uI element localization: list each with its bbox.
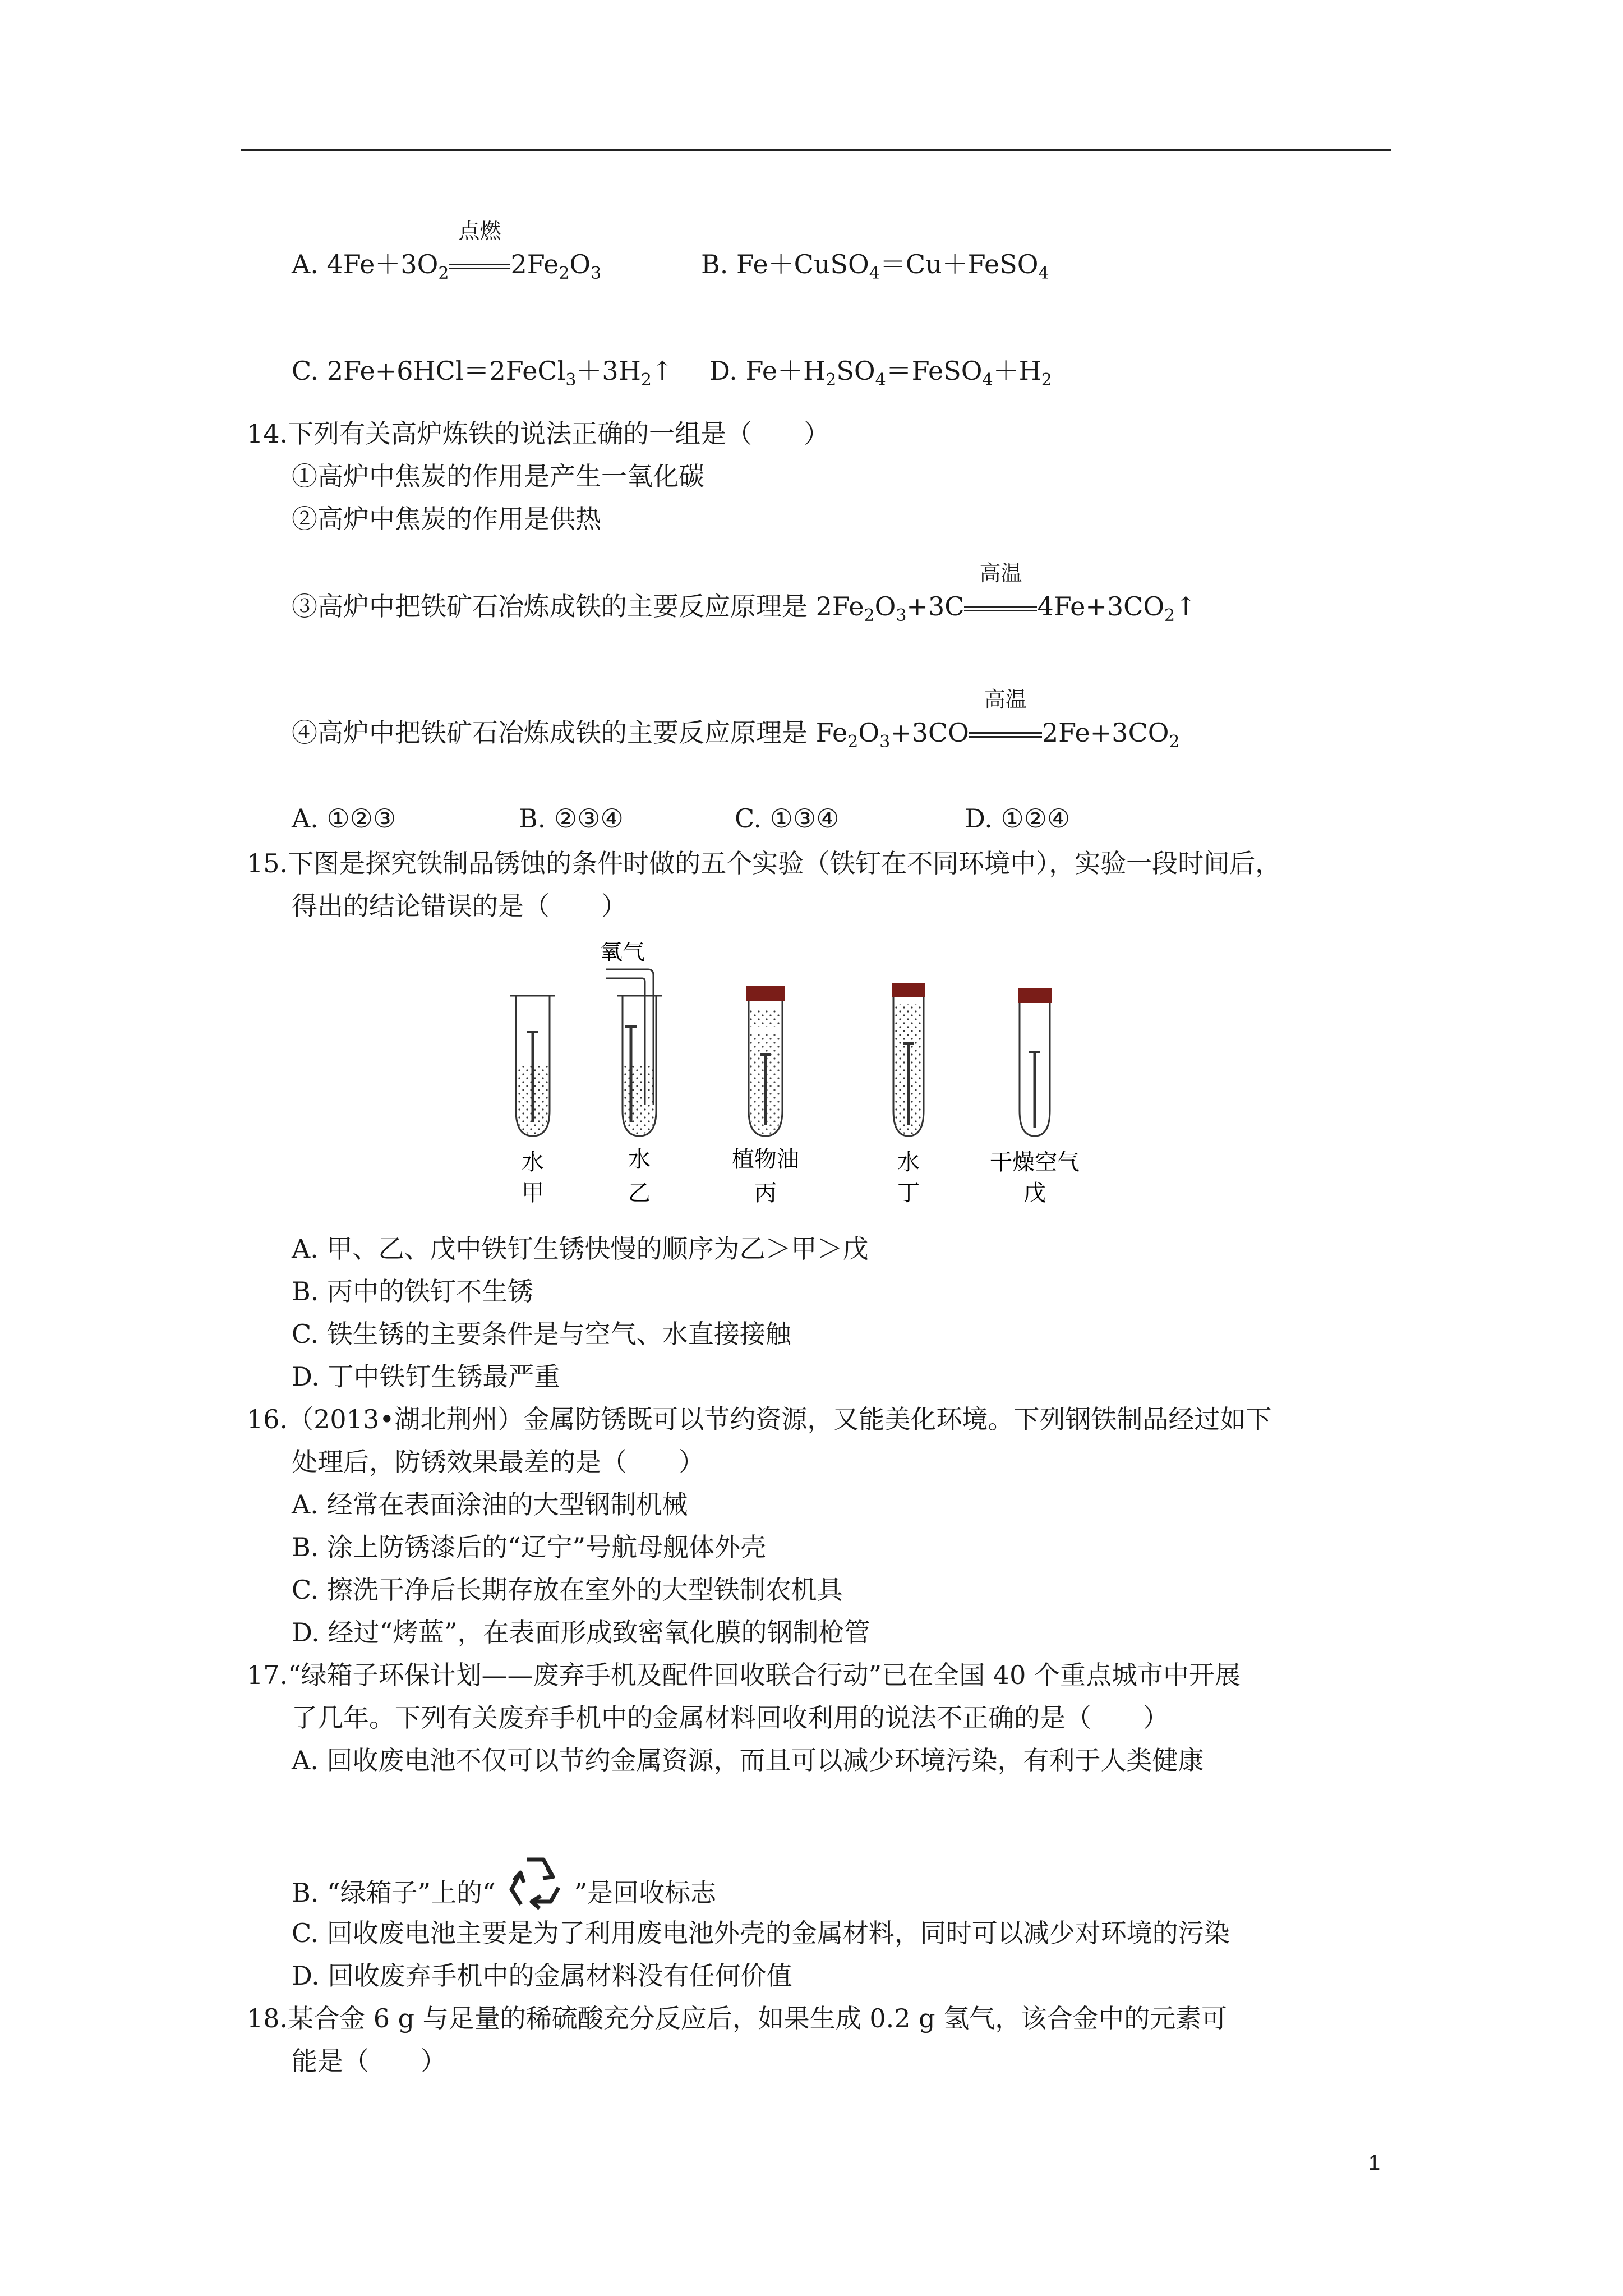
q14-option-a: A. ①②③ xyxy=(292,803,396,834)
test-tube-jia xyxy=(510,996,555,1136)
recycle-icon xyxy=(496,1846,574,1924)
tube-jia-name: 甲 xyxy=(522,1180,544,1206)
q15-stem-line-1: 15.下图是探究铁制品锈蚀的条件时做的五个实验（铁钉在不同环境中），实验一段时间后， xyxy=(247,848,1281,878)
q17-option-b: B. “绿箱子”上的“ ”是回收标志 xyxy=(292,1846,716,1924)
tube-ding-medium: 水 xyxy=(897,1149,920,1175)
tube-yi-medium: 水 xyxy=(628,1147,651,1172)
tube-yi-name: 乙 xyxy=(628,1180,651,1206)
tube-wu-medium: 干燥空气 xyxy=(990,1149,1080,1175)
q17-option-c: C. 回收废电池主要是为了利用废电池外壳的金属材料，同时可以减少对环境的污染 xyxy=(292,1918,1230,1948)
q14-statement-2: ②高炉中焦炭的作用是供热 xyxy=(292,504,601,534)
test-tube-bing xyxy=(746,986,785,1136)
q14-option-d: D. ①②④ xyxy=(965,803,1071,834)
q16-option-b: B. 涂上防锈漆后的“辽宁”号航母舰体外壳 xyxy=(292,1532,767,1562)
q14-option-b: B. ②③④ xyxy=(519,803,624,834)
q14-stem: 14.下列有关高炉炼铁的说法正确的一组是（ ） xyxy=(247,418,830,449)
tube-bing-name: 丙 xyxy=(754,1180,777,1206)
tube-bing-medium: 植物油 xyxy=(732,1147,799,1172)
q15-option-d: D. 丁中铁钉生锈最严重 xyxy=(292,1361,560,1392)
page-number: 1 xyxy=(1368,2151,1381,2175)
q17-stem-line-1: 17.“绿箱子环保计划——废弃手机及配件回收联合行动”已在全国 40 个重点城市中开展 xyxy=(247,1660,1241,1690)
header-rule xyxy=(241,149,1391,151)
q13-option-d: D. $Fe+H_2SO_4=FeSO_4+H_2$ xyxy=(709,356,1052,390)
q15-stem-line-2: 得出的结论错误的是（ ） xyxy=(292,891,627,921)
q14-option-c: C. ①③④ xyxy=(735,803,840,834)
test-tube-yi xyxy=(606,969,662,1136)
test-tube-wu xyxy=(1018,988,1052,1136)
q16-option-c: C. 擦洗干净后长期存放在室外的大型铁制农机具 xyxy=(292,1575,843,1605)
tube-jia-medium: 水 xyxy=(522,1149,544,1175)
q13-option-c: C. $2Fe+6HCl=2FeCl_3+3H_2↑$ xyxy=(292,356,674,390)
q14-statement-3: ③高炉中把铁矿石冶炼成铁的主要反应原理是 $2Fe_2O_3+3C$ 高温 $4Fe+3CO_2↑$ xyxy=(292,561,1197,626)
q13-option-b: B. Fe＋CuSO$_4$＝Cu＋FeSO$_4$ xyxy=(701,249,1049,284)
tube-wu-name: 戊 xyxy=(1023,1180,1046,1206)
q16-option-a: A. 经常在表面涂油的大型钢制机械 xyxy=(292,1489,688,1520)
q15-option-a: A. 甲、乙、戊中铁钉生锈快慢的顺序为乙＞甲＞戊 xyxy=(292,1234,869,1264)
q16-stem-line-2: 处理后，防锈效果最差的是（ ） xyxy=(292,1447,704,1477)
q16-stem-line-1: 16.（2013•湖北荆州）金属防锈既可以节约资源，又能美化环境。下列钢铁制品经过如下 xyxy=(247,1404,1272,1434)
tube-ding-name: 丁 xyxy=(897,1180,920,1206)
q15-option-c: C. 铁生锈的主要条件是与空气、水直接接触 xyxy=(292,1319,791,1349)
oxygen-label: 氧气 xyxy=(600,942,645,965)
q18-stem-line-2: 能是（ ） xyxy=(292,2046,446,2076)
q14-statement-1: ①高炉中焦炭的作用是产生一氧化碳 xyxy=(292,461,704,491)
q14-statement-4: ④高炉中把铁矿石冶炼成铁的主要反应原理是 $Fe_2O_3+3CO$ 高温 $2Fe+3CO_2$ xyxy=(292,687,1180,752)
q17-option-d: D. 回收废弃手机中的金属材料没有任何价值 xyxy=(292,1961,792,1991)
q17-option-a: A. 回收废电池不仅可以节约金属资源，而且可以减少环境污染，有利于人类健康 xyxy=(292,1745,1204,1775)
q17-stem-line-2: 了几年。下列有关废弃手机中的金属材料回收利用的说法不正确的是（ ） xyxy=(292,1703,1169,1733)
q18-stem-line-1: 18.某合金 6 g 与足量的稀硫酸充分反应后，如果生成 0.2 g 氢气，该合金中的元素可 xyxy=(247,2003,1228,2033)
q16-option-d: D. 经过“烤蓝”，在表面形成致密氧化膜的钢制枪管 xyxy=(292,1617,870,1648)
q13-option-a: A. $4Fe+3O_2$ 点燃 $2Fe_2O_3$ xyxy=(292,219,602,284)
test-tube-ding xyxy=(892,983,925,1136)
q15-option-b: B. 丙中的铁钉不生锈 xyxy=(292,1276,534,1306)
rust-experiment-figure xyxy=(494,942,1166,1206)
